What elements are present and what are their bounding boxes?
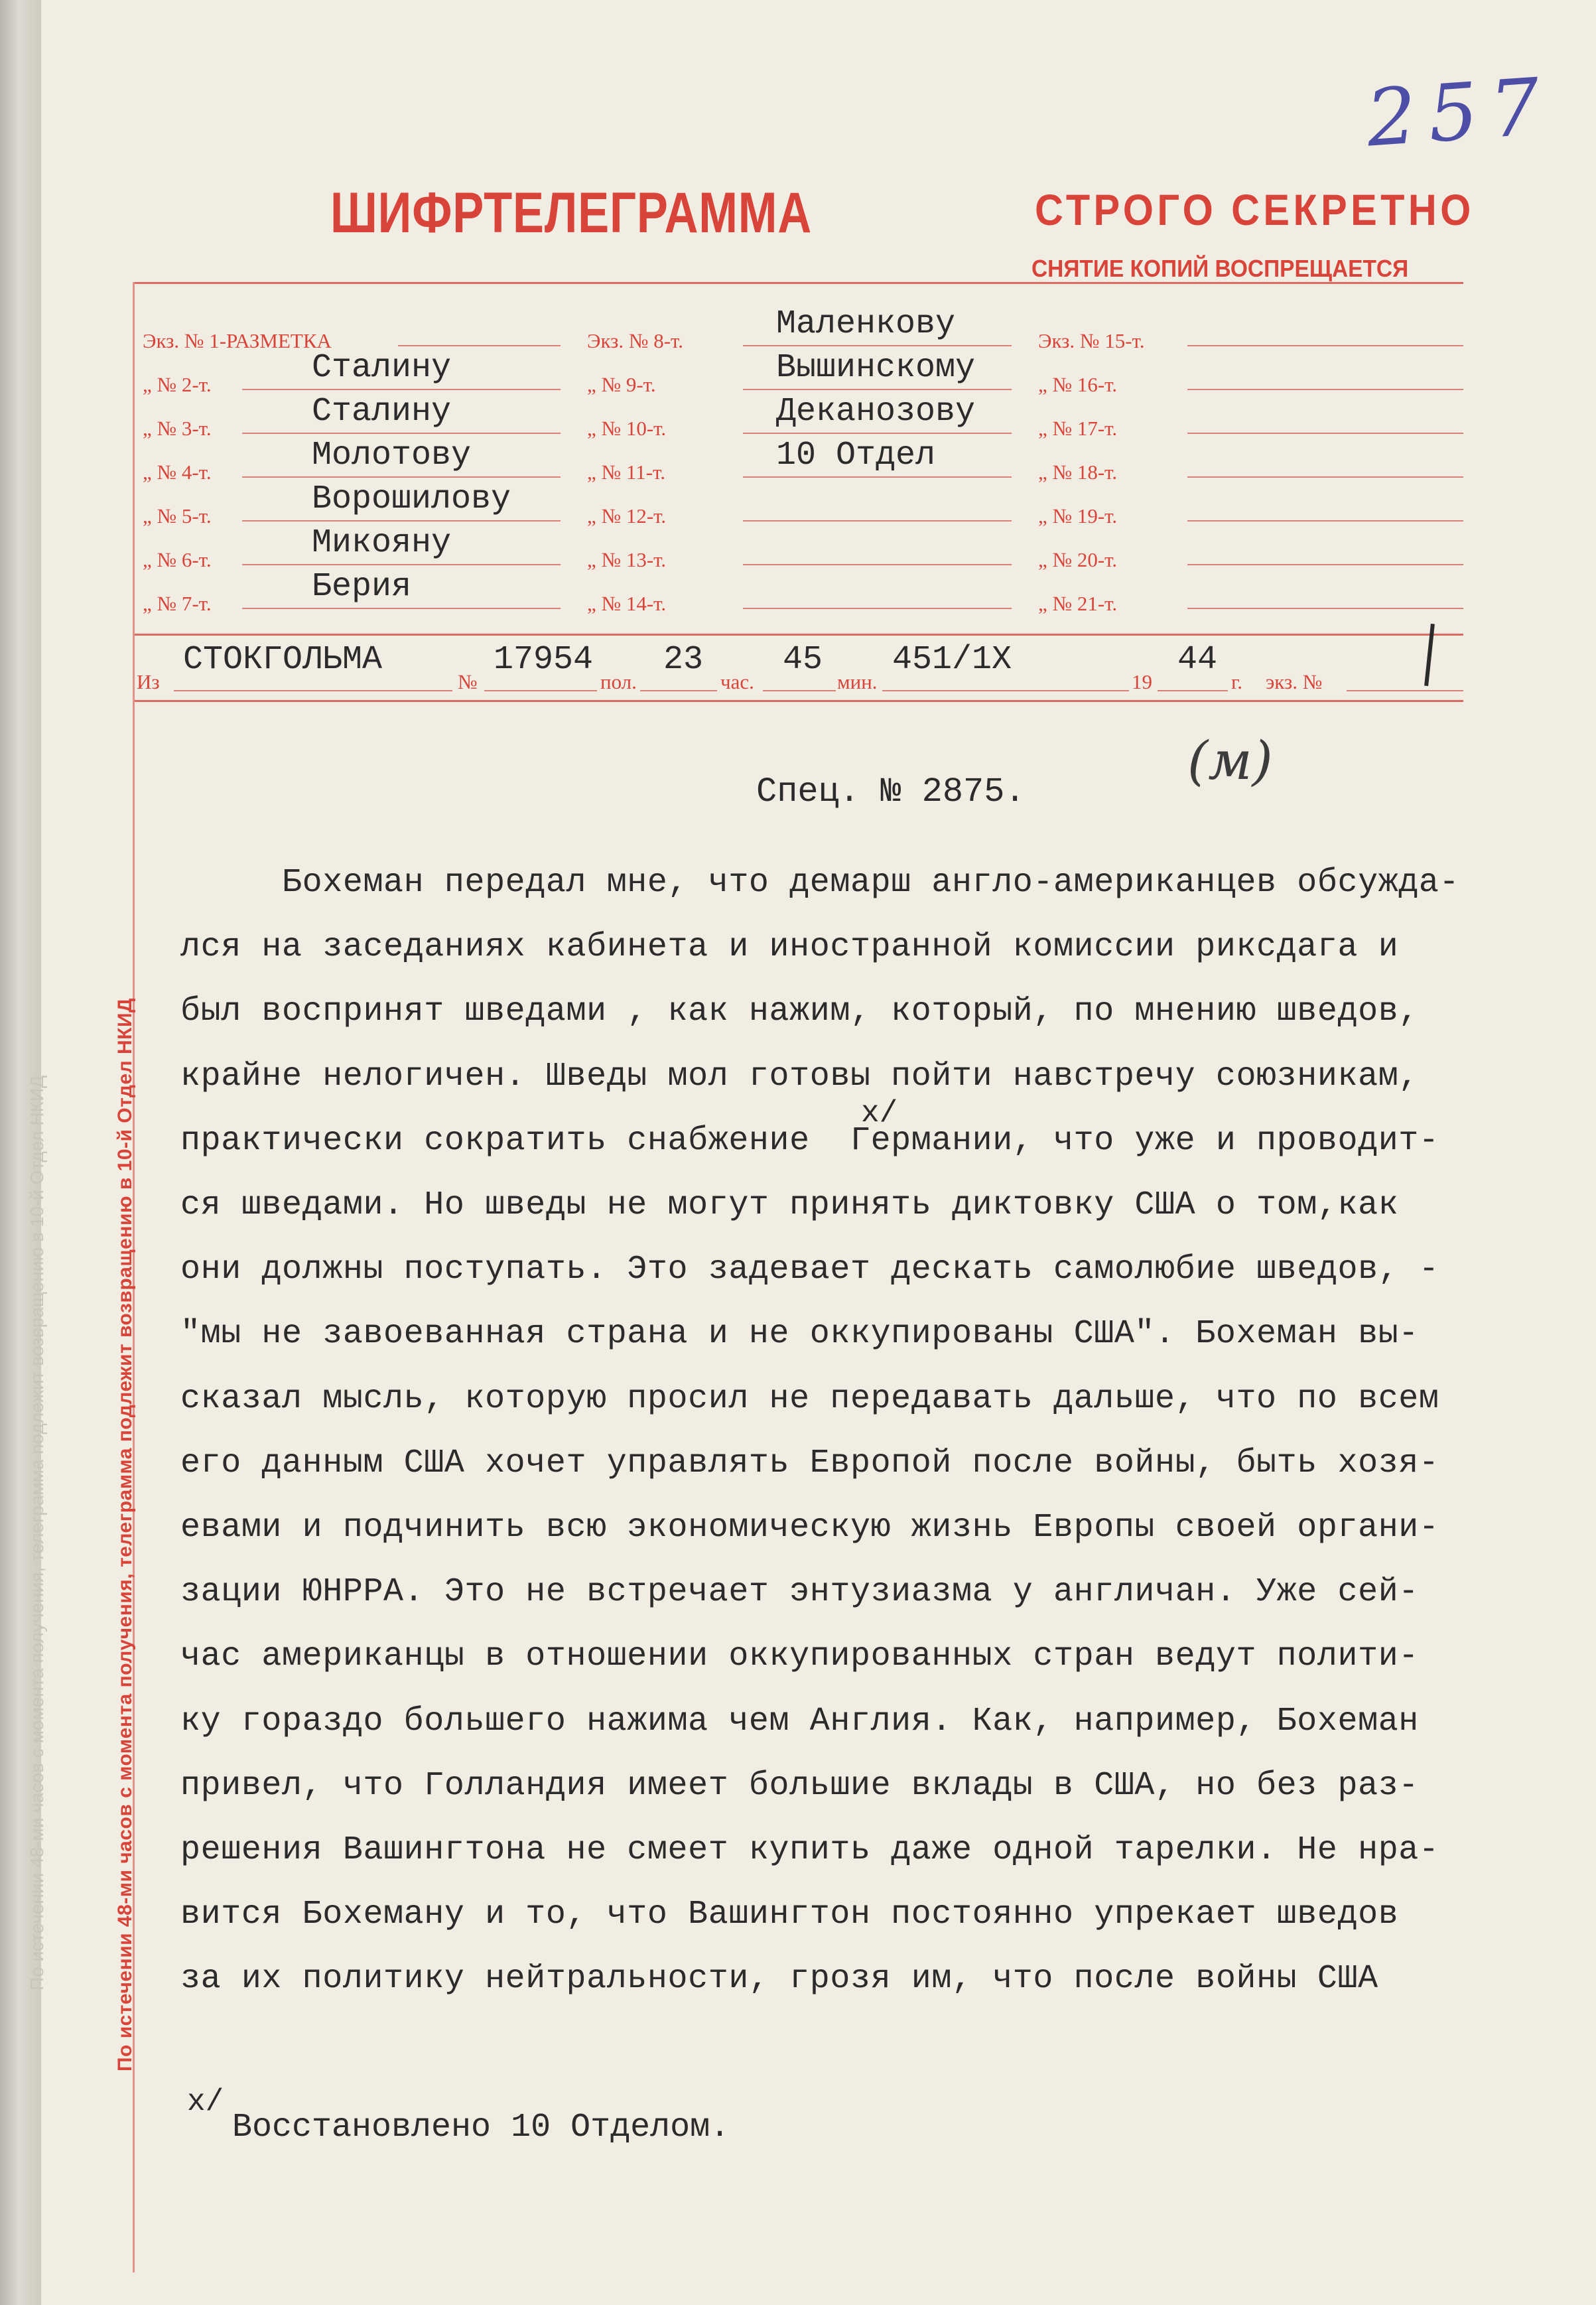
distribution-underline — [743, 608, 1012, 609]
year-prefix: 19 — [1132, 670, 1152, 693]
distribution-underline — [1187, 433, 1463, 434]
distribution-underline — [743, 389, 1012, 390]
body-line: час американцы в отношении оккупированных стран ведут полити- — [180, 1638, 1419, 1676]
telegram-year: 44 — [1177, 641, 1218, 679]
recipient-name: Деканозову — [776, 393, 976, 431]
received-hour: 23 — [663, 641, 704, 679]
copy-label: экз. № — [1266, 670, 1323, 693]
distribution-underline — [242, 608, 561, 609]
distribution-underline — [1187, 389, 1463, 390]
page-number-handwritten: 257 — [1363, 60, 1555, 165]
recipient-name: 10 Отдел — [776, 437, 936, 474]
body-line: ку гораздо большего нажима чем Англия. Как, например, Бохеман — [180, 1702, 1419, 1740]
distribution-label: „ № 9-т. — [587, 373, 656, 396]
hour-label: час. — [720, 670, 754, 693]
minute-underline — [763, 690, 836, 691]
body-line: сказал мысль, которую просил не передавать дальше, что по всем — [180, 1379, 1439, 1418]
distribution-underline — [743, 433, 1012, 434]
distribution-label: „ № 13-т. — [587, 548, 667, 571]
distribution-underline — [242, 389, 561, 390]
distribution-label: „ № 4-т. — [143, 460, 212, 484]
minute-label: мин. — [837, 670, 878, 693]
body-line: лся на заседаниях кабинета и иностранной комиссии риксдага и — [180, 928, 1399, 967]
footnote-marker: х/ — [187, 2085, 224, 2119]
recipient-name: Берия — [312, 568, 412, 606]
special-number: Спец. № 2875. — [756, 772, 1026, 811]
recipient-name: Вышинскому — [776, 349, 976, 387]
from-city: СТОКГОЛЬМА — [183, 641, 383, 679]
distribution-underline — [242, 520, 561, 522]
distribution-underline — [1187, 520, 1463, 522]
recipient-name: Сталину — [312, 393, 452, 431]
distribution-label: „ № 5-т. — [143, 504, 212, 527]
distribution-label: „ № 21-т. — [1038, 592, 1118, 615]
recipient-name: Сталину — [312, 349, 452, 387]
body-line: евами и подчинить всю экономическую жизнь Европы своей органи- — [180, 1509, 1439, 1547]
body-line: зации ЮНРРА. Это не встречает энтузиазма у англичан. Уже сей- — [180, 1573, 1419, 1612]
body-line: крайне нелогичен. Шведы мол готовы пойти навстречу союзникам, — [180, 1057, 1419, 1095]
header-rule-bottom — [133, 700, 1463, 702]
body-line: привел, что Голландия имеет большие вклады в США, но без раз- — [180, 1766, 1419, 1805]
distribution-label: „ № 6-т. — [143, 548, 212, 571]
distribution-label: „ № 2-т. — [143, 373, 212, 396]
telegram-date: 451/1Х — [892, 641, 1012, 679]
telegram-title: ШИФРТЕЛЕГРАММА — [330, 181, 813, 245]
body-line: практически сократить снабжение Германии, что уже и проводит- — [180, 1121, 1439, 1160]
distribution-underline — [242, 433, 561, 434]
return-notice: По истечении 48-ми часов с момента получения, телеграмма подлежит возвращению в 10-й Отдел НКИД — [114, 998, 136, 2071]
body-line: за их политику нейтральности, грозя им, что после войны США — [180, 1960, 1378, 1998]
distribution-underline — [743, 476, 1012, 478]
recipient-name: Микояну — [312, 524, 452, 562]
distribution-underline — [1187, 345, 1463, 346]
distribution-underline — [398, 345, 561, 346]
distribution-label: Экз. № 8-т. — [587, 329, 683, 352]
copy-prohibited-notice: СНЯТИЕ КОПИЙ ВОСПРЕЩАЕТСЯ — [1031, 255, 1409, 282]
body-line: решения Вашингтона не смеет купить даже одной тарелки. Не нра- — [180, 1831, 1439, 1869]
distribution-label: „ № 10-т. — [587, 417, 667, 440]
distribution-label: „ № 16-т. — [1038, 373, 1118, 396]
footnote-marker-inline: х/ — [861, 1096, 898, 1131]
number-label: № — [458, 670, 478, 693]
recipient-name: Ворошилову — [312, 480, 511, 518]
bleed-through-text: По истечении 48-ми часов с момента получения, телеграмма подлежит возвращению в 10-й Отдел НКИД — [27, 1075, 47, 1991]
distribution-underline — [743, 564, 1012, 565]
body-line: был воспринят шведами , как нажим, который, по мнению шведов, — [180, 993, 1419, 1031]
number-underline — [484, 690, 597, 691]
distribution-label: „ № 14-т. — [587, 592, 667, 615]
year-label: г. — [1231, 670, 1242, 693]
distribution-underline — [242, 564, 561, 565]
body-line: они должны поступать. Это задевает дескать самолюбие шведов, - — [180, 1251, 1439, 1289]
received-label: пол. — [600, 670, 637, 693]
distribution-underline — [1187, 608, 1463, 609]
date-underline — [882, 690, 1129, 691]
footnote-text: Восстановлено 10 Отделом. — [232, 2109, 730, 2146]
year-underline — [1158, 690, 1228, 691]
header-rule-middle — [133, 634, 1463, 636]
header-rule-top — [133, 282, 1463, 284]
distribution-label: „ № 11-т. — [587, 460, 665, 484]
secrecy-stamp: СТРОГО СЕКРЕТНО — [1035, 185, 1475, 234]
distribution-underline — [743, 520, 1012, 522]
from-label: Из — [137, 670, 160, 693]
distribution-label: „ № 18-т. — [1038, 460, 1118, 484]
distribution-label: „ № 17-т. — [1038, 417, 1118, 440]
distribution-underline — [743, 345, 1012, 346]
distribution-label: „ № 19-т. — [1038, 504, 1118, 527]
hour-underline — [640, 690, 717, 691]
body-line: ся шведами. Но шведы не могут принять диктовку США о том,как — [180, 1186, 1399, 1224]
body-line: вится Бохеману и то, что Вашингтон постоянно упрекает шведов — [180, 1896, 1399, 1934]
distribution-label: „ № 12-т. — [587, 504, 667, 527]
recipient-name: Молотову — [312, 437, 472, 474]
body-line: "мы не завоеванная страна и не оккупированы США". Бохеман вы- — [180, 1315, 1419, 1354]
distribution-label: „ № 7-т. — [143, 592, 212, 615]
distribution-label: Экз. № 15-т. — [1038, 329, 1145, 352]
body-line: его данным США хочет управлять Европой после войны, быть хозя- — [180, 1444, 1439, 1482]
received-minute: 45 — [783, 641, 823, 679]
telegram-number: 17954 — [494, 641, 594, 679]
distribution-label: Экз. № 1-РАЗМЕТКА — [143, 329, 332, 352]
distribution-label: „ № 3-т. — [143, 417, 212, 440]
from-underline — [174, 690, 452, 691]
copy-underline — [1347, 690, 1463, 691]
distribution-underline — [1187, 476, 1463, 478]
distribution-label: „ № 20-т. — [1038, 548, 1118, 571]
body-line: Бохеман передал мне, что демарш англо-американцев обсужда- — [180, 864, 1460, 902]
distribution-underline — [242, 476, 561, 478]
distribution-underline — [1187, 564, 1463, 565]
recipient-name: Маленкову — [776, 305, 956, 343]
handwritten-mark: (м) — [1187, 730, 1273, 792]
